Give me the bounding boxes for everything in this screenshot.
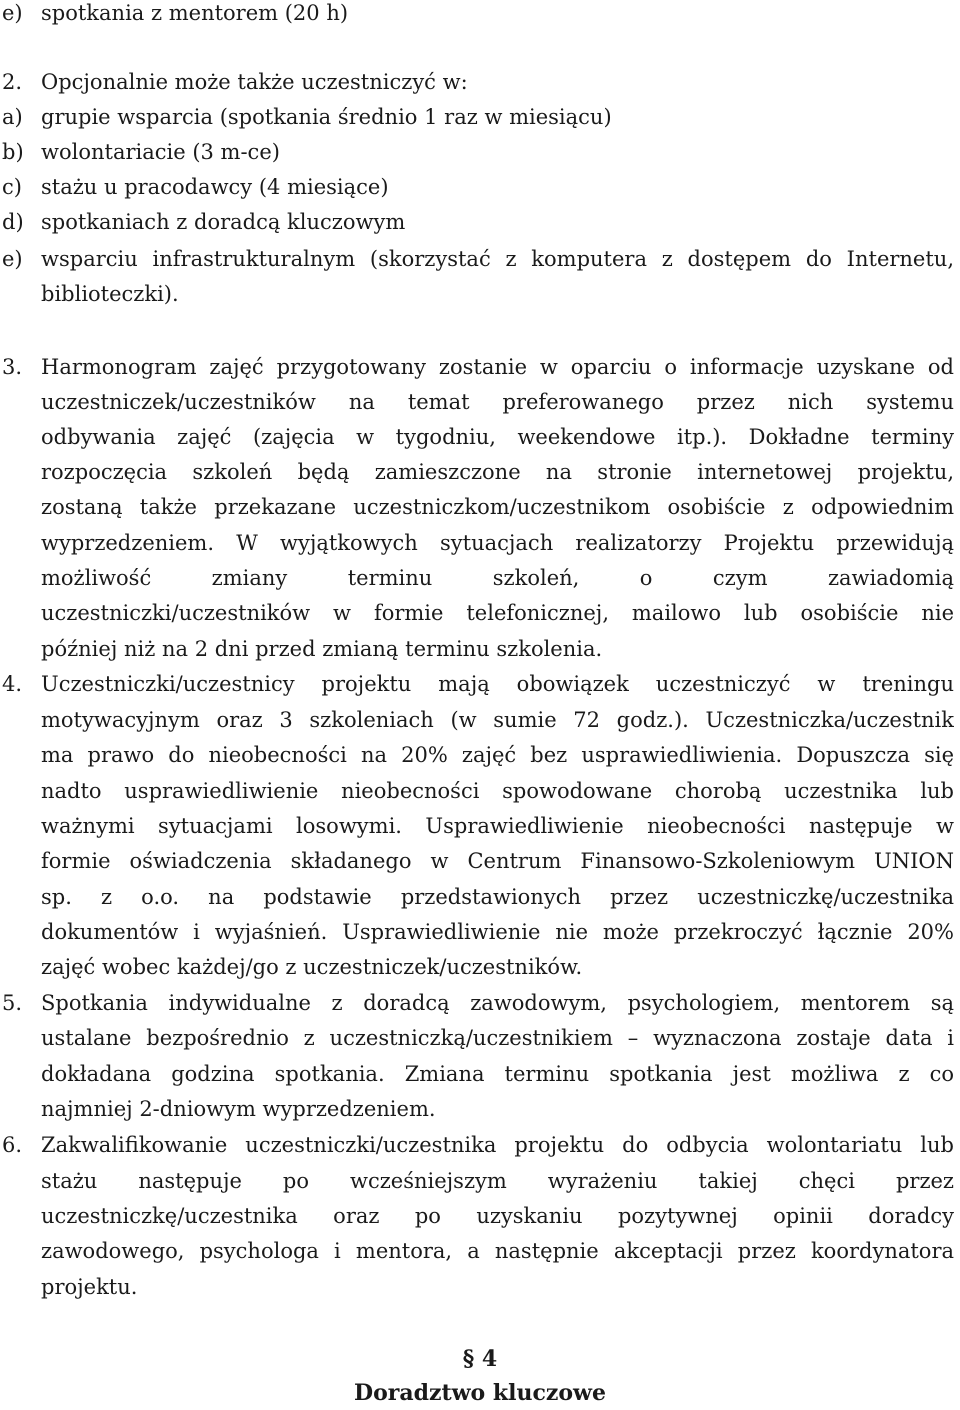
line-text: ustalane bezpośrednio z uczestniczką/uczestnikiem – wyznaczona zostaje data i bbox=[41, 1026, 954, 1050]
line-text: nadto usprawiedliwienie nieobecności spowodowane chorobą uczestnika lub bbox=[41, 779, 954, 803]
line-text: Harmonogram zajęć przygotowany zostanie w oparciu o informacje uzyskane od bbox=[41, 355, 954, 379]
point-number: 2. bbox=[2, 70, 23, 94]
section-symbol: § 4 bbox=[462, 1346, 498, 1372]
section-title: Doradztwo kluczowe bbox=[353, 1380, 606, 1406]
item-label: d) bbox=[2, 210, 24, 234]
point-number: 3. bbox=[2, 355, 23, 379]
item-label: a) bbox=[2, 105, 23, 129]
item-text: biblioteczki). bbox=[41, 282, 179, 306]
item-label: e) bbox=[2, 247, 23, 271]
line-text: formie oświadczenia składanego w Centrum Finansowo-Szkoleniowym UNION bbox=[41, 849, 954, 873]
line-text: najmniej 2-dniowym wyprzedzeniem. bbox=[41, 1097, 436, 1121]
line-text: wyprzedzeniem. W wyjątkowych sytuacjach realizatorzy Projektu przewidują bbox=[41, 531, 954, 555]
line-text: uczestniczki/uczestników w formie telefonicznej, mailowo lub osobiście nie bbox=[41, 601, 954, 625]
line-text: projektu. bbox=[41, 1275, 138, 1299]
item-label: c) bbox=[2, 175, 22, 199]
line-text: uczestniczek/uczestników na temat preferowanego przez nich systemu bbox=[41, 390, 954, 414]
line-text: później niż na 2 dni przed zmianą terminu szkolenia. bbox=[41, 637, 603, 661]
line-text: ma prawo do nieobecności na 20% zajęć bez usprawiedliwienia. Dopuszcza się bbox=[41, 743, 954, 767]
line-text: ważnymi sytuacjami losowymi. Usprawiedliwienie nieobecności następuje w bbox=[41, 814, 954, 838]
item-label: b) bbox=[2, 140, 24, 164]
item-text: stażu u pracodawcy (4 miesiące) bbox=[41, 175, 389, 199]
line-text: możliwość zmiany terminu szkoleń, o czym zawiadomią bbox=[41, 566, 954, 590]
item-label: e) bbox=[2, 1, 23, 25]
line-text: Zakwalifikowanie uczestniczki/uczestnika projektu do odbycia wolontariatu lub bbox=[41, 1133, 954, 1157]
point-number: 4. bbox=[2, 672, 23, 696]
item-text: grupie wsparcia (spotkania średnio 1 raz w miesiącu) bbox=[41, 105, 612, 129]
line-text: Spotkania indywidualne z doradcą zawodowym, psychologiem, mentorem są bbox=[41, 991, 954, 1015]
line-text: zostaną także przekazane uczestniczkom/uczestnikom osobiście z odpowiednim bbox=[41, 495, 954, 519]
line-text: Uczestniczki/uczestnicy projektu mają obowiązek uczestniczyć w treningu bbox=[41, 672, 954, 696]
line-text: odbywania zajęć (zajęcia w tygodniu, weekendowe itp.). Dokładne terminy bbox=[41, 425, 954, 449]
item-text: spotkaniach z doradcą kluczowym bbox=[41, 210, 406, 234]
point-text: Opcjonalnie może także uczestniczyć w: bbox=[41, 70, 468, 94]
line-text: motywacyjnym oraz 3 szkoleniach (w sumie 72 godz.). Uczestniczka/uczestnik bbox=[41, 708, 954, 732]
item-text: wolontariacie (3 m-ce) bbox=[41, 140, 280, 164]
line-text: stażu następuje po wcześniejszym wyrażeniu takiej chęci przez bbox=[41, 1169, 954, 1193]
line-text: zawodowego, psychologa i mentora, a następnie akceptacji przez koordynatora bbox=[41, 1239, 954, 1263]
line-text: dokumentów i wyjaśnień. Usprawiedliwienie nie może przekroczyć łącznie 20% bbox=[41, 920, 954, 944]
line-text: zajęć wobec każdej/go z uczestniczek/uczestników. bbox=[41, 955, 583, 979]
item-text: wsparciu infrastrukturalnym (skorzystać z komputera z dostępem do Internetu, bbox=[41, 247, 954, 271]
item-text: spotkania z mentorem (20 h) bbox=[41, 1, 349, 25]
point-number: 5. bbox=[2, 991, 23, 1015]
line-text: dokładana godzina spotkania. Zmiana terminu spotkania jest możliwa z co bbox=[41, 1062, 954, 1086]
line-text: rozpoczęcia szkoleń będą zamieszczone na stronie internetowej projektu, bbox=[41, 460, 954, 484]
line-text: sp. z o.o. na podstawie przedstawionych przez uczestniczkę/uczestnika bbox=[41, 885, 954, 909]
line-text: uczestniczkę/uczestnika oraz po uzyskaniu pozytywnej opinii doradcy bbox=[41, 1204, 954, 1228]
point-number: 6. bbox=[2, 1133, 23, 1157]
